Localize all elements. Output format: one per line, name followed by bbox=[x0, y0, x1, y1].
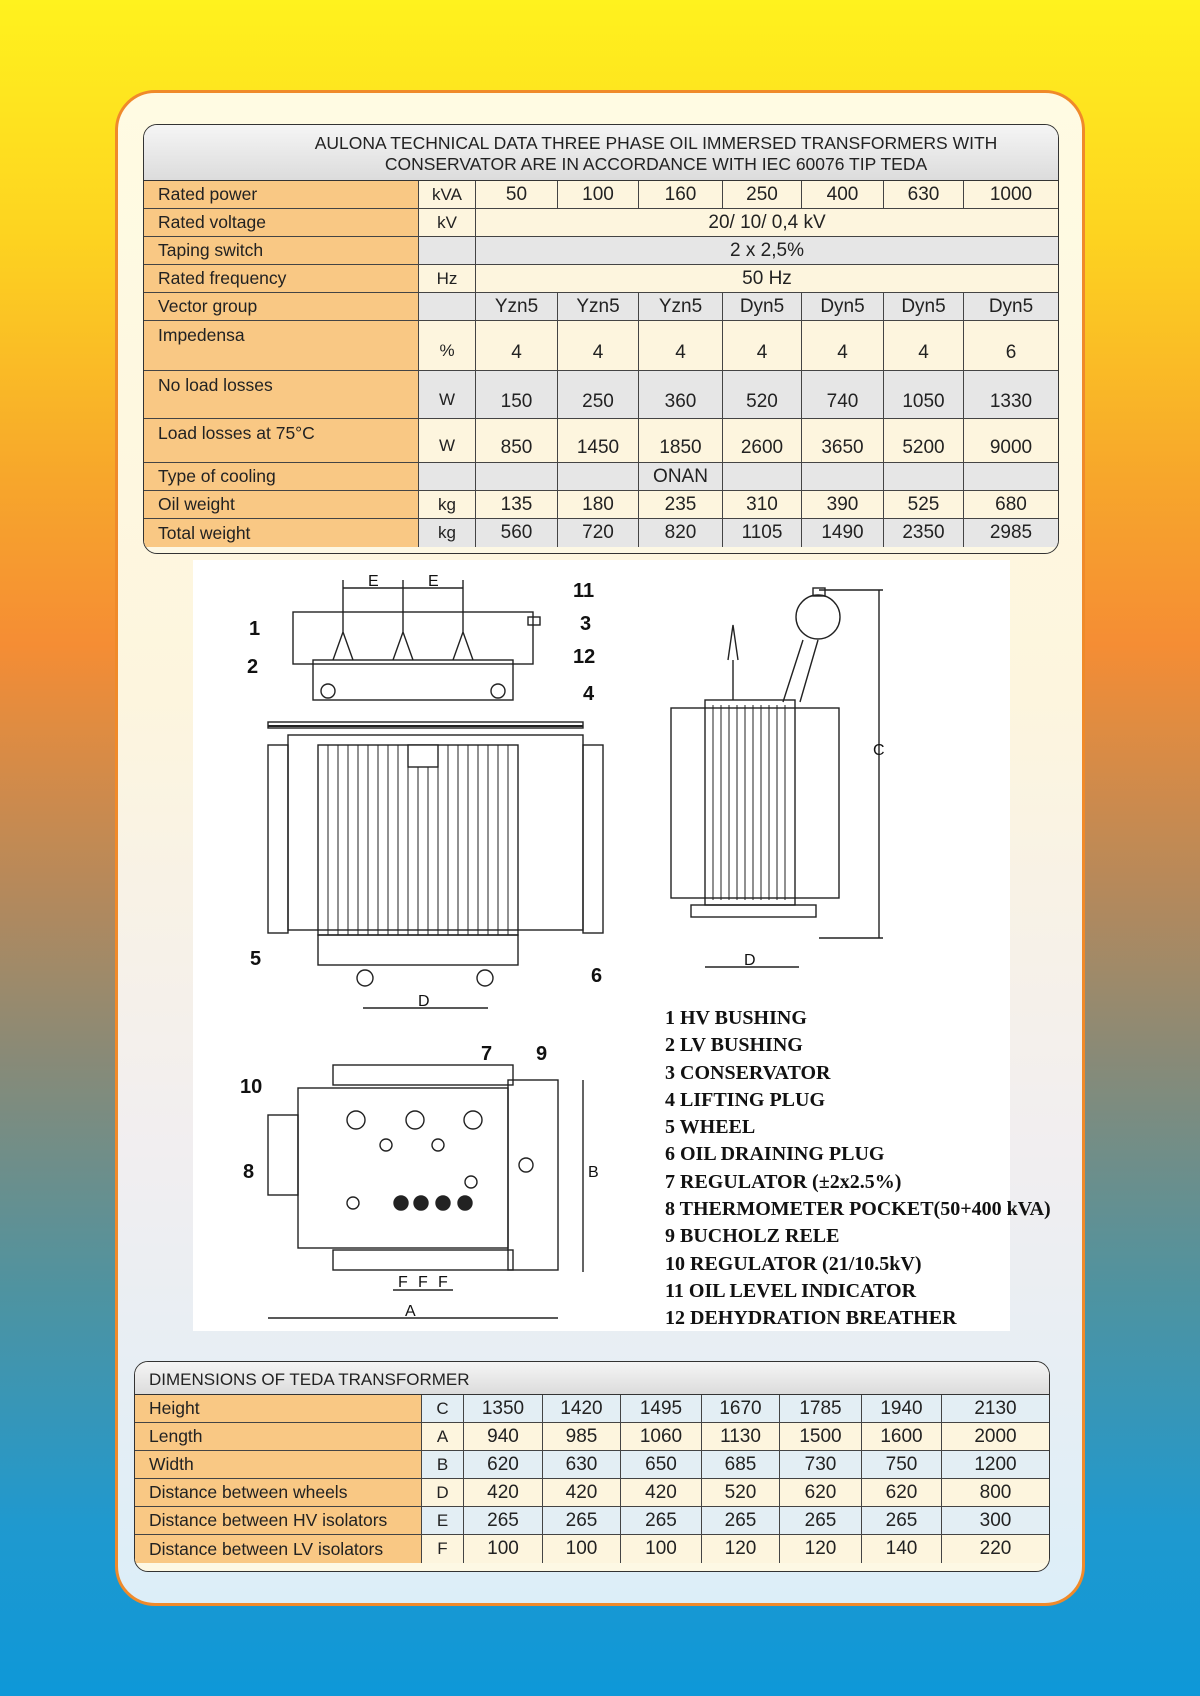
value-cell: 160 bbox=[639, 181, 723, 208]
value-cell: 1350 bbox=[464, 1395, 543, 1422]
table-row bbox=[144, 491, 1058, 519]
callout-5: 5 bbox=[250, 948, 262, 970]
row-code: C bbox=[422, 1395, 464, 1422]
table-row bbox=[135, 1423, 1049, 1451]
value-cell: 4 bbox=[639, 321, 723, 370]
table-row bbox=[144, 463, 1058, 491]
row-label: Load losses at 75°C bbox=[144, 419, 419, 462]
value-cell: 1200 bbox=[974, 1453, 1017, 1475]
dim-e1: E bbox=[368, 573, 379, 590]
value-cell: 265 bbox=[702, 1507, 780, 1534]
value-cell: 1330 bbox=[989, 390, 1033, 412]
merged-value-cell: 50 Hz bbox=[742, 267, 792, 289]
callout-2: 2 bbox=[247, 656, 259, 678]
legend-item: 5 WHEEL bbox=[665, 1116, 756, 1139]
value-cell: 2600 bbox=[723, 419, 802, 462]
value-cell: 250 bbox=[723, 181, 802, 208]
table-row bbox=[144, 519, 1058, 547]
row-label: Distance between HV isolators bbox=[135, 1507, 422, 1534]
table-row bbox=[144, 371, 1058, 419]
table-row bbox=[135, 1479, 1049, 1507]
row-unit: W bbox=[419, 371, 476, 418]
value-cell: 1060 bbox=[621, 1423, 702, 1450]
callout-10: 10 bbox=[240, 1076, 263, 1098]
value-cell: 265 bbox=[464, 1507, 543, 1534]
callout-11: 11 bbox=[573, 580, 595, 602]
row-unit: W bbox=[419, 419, 476, 462]
callout-7: 7 bbox=[481, 1043, 493, 1065]
value-cell: 4 bbox=[558, 321, 639, 370]
value-cell: 100 bbox=[543, 1535, 621, 1563]
row-unit: kV bbox=[419, 209, 476, 236]
legend-item: 8 THERMOMETER POCKET(50+400 kVA) bbox=[665, 1198, 1051, 1221]
row-label: No load losses bbox=[144, 371, 419, 418]
value-cell: 100 bbox=[621, 1535, 702, 1563]
value-cell: 1495 bbox=[621, 1395, 702, 1422]
value-cell: Yzn5 bbox=[639, 293, 723, 320]
value-cell: Dyn5 bbox=[802, 293, 884, 320]
value-cell: 9000 bbox=[989, 436, 1033, 458]
dimensions-title: DIMENSIONS OF TEDA TRANSFORMER bbox=[135, 1362, 1049, 1395]
value-cell: 5200 bbox=[884, 419, 964, 462]
value-cell bbox=[964, 463, 1058, 490]
value-cell: Dyn5 bbox=[723, 293, 802, 320]
row-code: B bbox=[422, 1451, 464, 1478]
value-cell: 390 bbox=[802, 491, 884, 518]
value-cell: 730 bbox=[780, 1451, 862, 1478]
value-cell: 2000 bbox=[974, 1425, 1017, 1447]
value-cell: 720 bbox=[558, 519, 639, 547]
value-cell: 360 bbox=[639, 371, 723, 418]
value-cell bbox=[558, 463, 639, 490]
value-cell: 250 bbox=[558, 371, 639, 418]
row-label: Rated voltage bbox=[144, 209, 419, 236]
legend-item: 12 DEHYDRATION BREATHER bbox=[665, 1307, 957, 1330]
value-cell: 750 bbox=[862, 1451, 942, 1478]
value-cell: Dyn5 bbox=[884, 293, 964, 320]
value-cell: 220 bbox=[979, 1538, 1012, 1559]
value-cell: 525 bbox=[884, 491, 964, 518]
value-cell: 1670 bbox=[702, 1395, 780, 1422]
value-cell: 120 bbox=[780, 1535, 862, 1563]
dim-a: A bbox=[405, 1303, 416, 1320]
table-row bbox=[144, 265, 1058, 293]
dim-c: C bbox=[873, 742, 885, 759]
value-cell: 520 bbox=[702, 1479, 780, 1506]
callout-3: 3 bbox=[580, 613, 592, 635]
value-cell: Dyn5 bbox=[988, 295, 1034, 317]
callout-12: 12 bbox=[573, 646, 596, 668]
merged-value-cell: 2 x 2,5% bbox=[730, 239, 804, 261]
table-row bbox=[144, 209, 1058, 237]
value-cell: Yzn5 bbox=[558, 293, 639, 320]
value-cell: 6 bbox=[1005, 341, 1017, 363]
value-cell: 420 bbox=[543, 1479, 621, 1506]
dim-f2: F bbox=[418, 1274, 428, 1291]
value-cell: 620 bbox=[464, 1451, 543, 1478]
value-cell: 180 bbox=[558, 491, 639, 518]
table-row bbox=[144, 181, 1058, 209]
value-cell: 4 bbox=[884, 321, 964, 370]
legend-item: 3 CONSERVATOR bbox=[665, 1061, 831, 1084]
value-cell: 850 bbox=[476, 419, 558, 462]
value-cell: 1000 bbox=[989, 183, 1033, 205]
value-cell: 560 bbox=[476, 519, 558, 547]
legend-item: 6 OIL DRAINING PLUG bbox=[665, 1143, 885, 1166]
value-cell: 100 bbox=[464, 1535, 543, 1563]
row-unit bbox=[419, 293, 476, 320]
value-cell: 1420 bbox=[543, 1395, 621, 1422]
value-cell: 150 bbox=[476, 371, 558, 418]
row-label: Vector group bbox=[144, 293, 419, 320]
value-cell: 310 bbox=[723, 491, 802, 518]
value-cell: 400 bbox=[802, 181, 884, 208]
legend-item: 1 HV BUSHING bbox=[665, 1007, 807, 1029]
row-label: Rated power bbox=[144, 181, 419, 208]
row-label: Impedensa bbox=[144, 321, 419, 370]
value-cell: 620 bbox=[862, 1479, 942, 1506]
value-cell: 1600 bbox=[862, 1423, 942, 1450]
table-row bbox=[144, 321, 1058, 371]
value-cell: ONAN bbox=[639, 463, 723, 490]
callout-1: 1 bbox=[249, 618, 261, 640]
dimensions-table bbox=[134, 1361, 1050, 1572]
value-cell: 135 bbox=[476, 491, 558, 518]
row-label: Type of cooling bbox=[144, 463, 419, 490]
value-cell: 235 bbox=[639, 491, 723, 518]
legend-item: 2 LV BUSHING bbox=[665, 1034, 803, 1057]
front-view bbox=[268, 580, 603, 1008]
table-row bbox=[144, 237, 1058, 265]
value-cell: 740 bbox=[802, 371, 884, 418]
value-cell: 680 bbox=[995, 493, 1027, 515]
value-cell: 630 bbox=[543, 1451, 621, 1478]
row-code: D bbox=[422, 1479, 464, 1506]
value-cell: 1105 bbox=[723, 519, 802, 547]
table-row bbox=[135, 1395, 1049, 1423]
table-row bbox=[135, 1507, 1049, 1535]
technical-data-table bbox=[143, 124, 1059, 554]
legend-item: 7 REGULATOR (±2x2.5%) bbox=[665, 1170, 902, 1193]
value-cell: 100 bbox=[558, 181, 639, 208]
value-cell: 1785 bbox=[780, 1395, 862, 1422]
row-code: F bbox=[422, 1535, 464, 1563]
dim-e2: E bbox=[428, 573, 439, 590]
row-unit: kVA bbox=[419, 181, 476, 208]
legend-item: 9 BUCHOLZ RELE bbox=[665, 1225, 840, 1248]
value-cell: 300 bbox=[979, 1509, 1012, 1531]
table-row bbox=[144, 293, 1058, 321]
value-cell: 2350 bbox=[884, 519, 964, 547]
value-cell: 1850 bbox=[639, 419, 723, 462]
row-label: Distance between wheels bbox=[135, 1479, 422, 1506]
value-cell bbox=[723, 463, 802, 490]
table-title: AULONA TECHNICAL DATA THREE PHASE OIL IMMERSED TRANSFORMERS WITH CONSERVATOR ARE IN ACCORDANCE WITH IEC 60076 TIP TEDA bbox=[144, 125, 1058, 181]
value-cell: 265 bbox=[543, 1507, 621, 1534]
row-unit bbox=[419, 237, 476, 264]
dim-f1: F bbox=[398, 1274, 408, 1291]
table-row bbox=[135, 1451, 1049, 1479]
value-cell: 940 bbox=[464, 1423, 543, 1450]
value-cell: 4 bbox=[802, 321, 884, 370]
row-label: Taping switch bbox=[144, 237, 419, 264]
value-cell: 820 bbox=[639, 519, 723, 547]
legend-item: 11 OIL LEVEL INDICATOR bbox=[665, 1279, 917, 1302]
value-cell: Yzn5 bbox=[476, 293, 558, 320]
row-code: E bbox=[422, 1507, 464, 1534]
value-cell: 985 bbox=[543, 1423, 621, 1450]
value-cell: 650 bbox=[621, 1451, 702, 1478]
value-cell: 4 bbox=[723, 321, 802, 370]
table-row bbox=[144, 419, 1058, 463]
value-cell: 685 bbox=[702, 1451, 780, 1478]
dim-b: B bbox=[588, 1164, 599, 1181]
row-label: Length bbox=[135, 1423, 422, 1450]
value-cell: 2130 bbox=[974, 1397, 1017, 1419]
value-cell bbox=[802, 463, 884, 490]
value-cell: 1450 bbox=[558, 419, 639, 462]
row-label: Rated frequency bbox=[144, 265, 419, 292]
row-label: Distance between LV isolators bbox=[135, 1535, 422, 1563]
row-unit: % bbox=[419, 321, 476, 370]
value-cell: 630 bbox=[884, 181, 964, 208]
value-cell: 1050 bbox=[884, 371, 964, 418]
row-label: Oil weight bbox=[144, 491, 419, 518]
value-cell: 420 bbox=[464, 1479, 543, 1506]
value-cell: 620 bbox=[780, 1479, 862, 1506]
row-label: Width bbox=[135, 1451, 422, 1478]
value-cell: 140 bbox=[862, 1535, 942, 1563]
callout-4: 4 bbox=[583, 683, 595, 705]
value-cell: 1130 bbox=[702, 1423, 780, 1450]
value-cell: 4 bbox=[476, 321, 558, 370]
row-unit: Hz bbox=[419, 265, 476, 292]
value-cell: 1500 bbox=[780, 1423, 862, 1450]
value-cell: 50 bbox=[476, 181, 558, 208]
row-label: Total weight bbox=[144, 519, 419, 547]
dim-f3: F bbox=[438, 1274, 448, 1291]
value-cell: 265 bbox=[780, 1507, 862, 1534]
row-label: Height bbox=[135, 1395, 422, 1422]
parts-legend bbox=[665, 1005, 1051, 1333]
value-cell bbox=[476, 463, 558, 490]
side-view bbox=[671, 588, 883, 967]
table-row bbox=[135, 1535, 1049, 1563]
value-cell: 3650 bbox=[802, 419, 884, 462]
row-unit: kg bbox=[419, 491, 476, 518]
value-cell: 265 bbox=[621, 1507, 702, 1534]
value-cell: 800 bbox=[979, 1481, 1012, 1503]
value-cell: 520 bbox=[723, 371, 802, 418]
callout-6: 6 bbox=[591, 965, 603, 987]
value-cell: 2985 bbox=[989, 522, 1033, 543]
value-cell: 1490 bbox=[802, 519, 884, 547]
value-cell: 1940 bbox=[862, 1395, 942, 1422]
row-unit: kg bbox=[419, 519, 476, 547]
dim-d1: D bbox=[418, 993, 430, 1010]
value-cell bbox=[884, 463, 964, 490]
value-cell: 120 bbox=[702, 1535, 780, 1563]
row-code: A bbox=[422, 1423, 464, 1450]
dim-d2: D bbox=[744, 952, 756, 969]
callout-9: 9 bbox=[536, 1043, 548, 1065]
legend-item: 4 LIFTING PLUG bbox=[665, 1088, 826, 1111]
legend-item: 10 REGULATOR (21/10.5kV) bbox=[665, 1252, 922, 1275]
row-unit bbox=[419, 463, 476, 490]
value-cell: 420 bbox=[621, 1479, 702, 1506]
callout-8: 8 bbox=[243, 1161, 255, 1183]
merged-value-cell: 20/ 10/ 0,4 kV bbox=[708, 211, 826, 233]
value-cell: 265 bbox=[862, 1507, 942, 1534]
